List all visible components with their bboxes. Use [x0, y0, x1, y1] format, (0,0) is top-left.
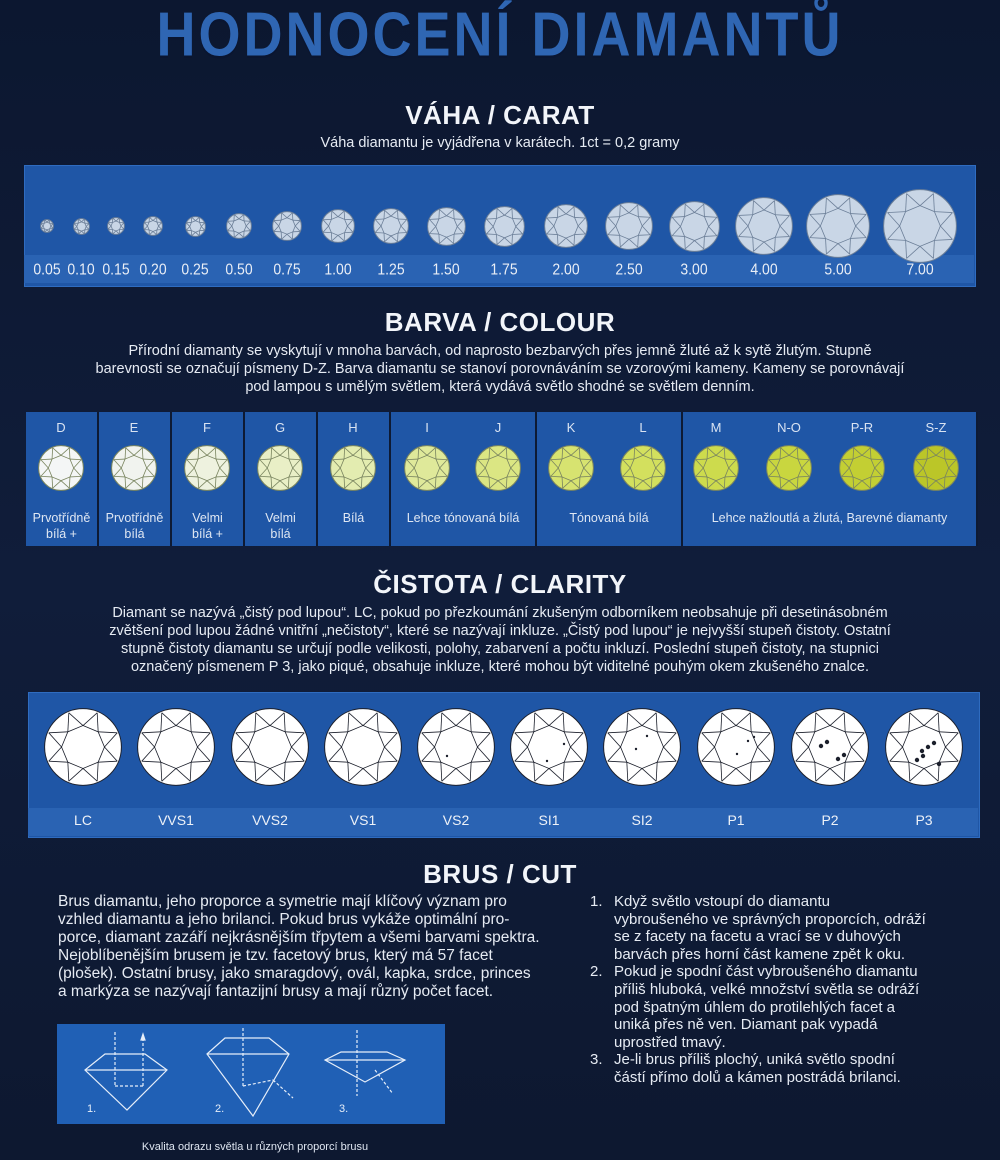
diamond-icon [548, 445, 594, 491]
diagram-label: 1. [87, 1103, 97, 1115]
colour-group-label: Bílá [342, 511, 365, 525]
cut-diagram [57, 1024, 445, 1124]
diamond-icon [735, 197, 793, 255]
cut-point-number: 1. [590, 893, 603, 910]
carat-weight-label: 0.75 [273, 260, 301, 278]
diamond-icon [510, 708, 588, 786]
cut-point-line: pod špatným úhlem do protilehlých facet a [614, 998, 895, 1016]
colour-grade-label: G [274, 420, 286, 435]
colour-grade-label: F [203, 420, 211, 435]
cut-points-list [588, 893, 968, 1087]
diamond-icon [484, 206, 525, 247]
carat-weight-label: 7.00 [906, 260, 934, 278]
colour-grade-label: D [56, 420, 66, 435]
colour-grade-label: K [566, 420, 576, 435]
diamond-icon [111, 445, 157, 491]
page-title: HODNOCENÍ DIAMANTŮ [156, 0, 844, 70]
diamond-icon [913, 445, 959, 491]
cut-text-line: Brus diamantu, jeho proporce a symetrie mají klíčový význam pro [58, 893, 507, 910]
diamond-outline-1 [85, 1054, 167, 1110]
diamond-icon [231, 708, 309, 786]
cut-point-number: 3. [590, 1051, 603, 1069]
diamond-icon [272, 211, 302, 241]
diamond-icon [38, 445, 84, 491]
colour-heading: BARVA / COLOUR [384, 307, 616, 337]
diamond-icon [427, 207, 466, 246]
colour-group-label: Tónovaná bílá [569, 511, 649, 525]
diamond-icon [373, 208, 409, 244]
diamond-icon [184, 445, 230, 491]
carat-weight-label: 0.10 [67, 260, 95, 278]
colour-group-label: bílá + [192, 527, 223, 541]
diamond-icon [839, 445, 885, 491]
carat-weight-label: 5.00 [824, 260, 852, 278]
clarity-grade-label: LC [74, 812, 92, 828]
carat-weight-label: 2.00 [552, 260, 580, 278]
diamond-icon [605, 202, 653, 250]
diamond-outline-3 [325, 1052, 405, 1082]
clarity-text-line: Diamant se nazývá „čistý pod lupou“. LC, pokud po přezkoumání zkušeným odborníkem neobsahuje při desetinásobném [112, 605, 888, 621]
clarity-grade-label: VS2 [442, 812, 470, 828]
diamond-icon [883, 189, 957, 263]
diamond-icon [885, 708, 963, 786]
colour-group-label: Lehce tónovaná bílá [406, 511, 520, 525]
diamond-icon [404, 445, 450, 491]
colour-group-label: bílá [270, 527, 291, 541]
diamond-icon [697, 708, 775, 786]
clarity-grade-label: VVS2 [252, 812, 288, 828]
colour-grade-label: I [425, 420, 429, 435]
diamond-icon [226, 213, 252, 239]
diamond-icon [603, 708, 681, 786]
cut-text-line: porce, diamant zazáří nejkrásnějším třpytem a všemi barvami spektra. [58, 929, 540, 946]
diamond-icon [330, 445, 376, 491]
diamond-icon [40, 219, 54, 233]
carat-weight-label: 1.25 [377, 260, 405, 278]
cut-point-line: vybroušeného ve správných proporcích, odráží [614, 910, 926, 928]
cut-diagram-caption: Kvalita odrazu světla u různých proporcí brusu [141, 1141, 369, 1153]
colour-group-label: bílá + [46, 527, 77, 541]
cut-text-line: (plošek). Ostatní brusy, jako smaragdový, ovál, kapka, srdce, princes [58, 965, 531, 982]
cut-point-line: se z facety na facetu a vrací se v duhových [614, 928, 901, 946]
clarity-text-line: zvětšení pod lupou žádné vnitřní „nečistoty“, které se nazývají inkluze. „Čistý pod lupou“ je nejvyšší stupeň čistoty. Ostatní [109, 623, 891, 639]
cut-text-line: vzhled diamantu a jeho brilanci. Pokud brus vykáže optimální pro- [58, 911, 510, 928]
diamond-icon [321, 209, 355, 243]
diamond-icon [693, 445, 739, 491]
clarity-grade-label: P3 [915, 812, 933, 828]
colour-grade-label: H [348, 420, 358, 435]
cut-text-line: a markýza se nazývají fantazijní brusy a mají různý počet facet. [58, 983, 494, 1000]
carat-weight-label: 1.00 [324, 260, 352, 278]
carat-weight-label: 0.15 [102, 260, 130, 278]
clarity-text-line: označený písmenem P 3, jako piqué, obsahuje inkluze, které mohou být viditelné pouhým okem zkušeného znalce. [130, 659, 870, 675]
clarity-grade-label: P1 [727, 812, 745, 828]
diamond-icon [324, 708, 402, 786]
cut-text-line: Nejoblíbenějším brusem je tzv. facetový brus, který má 57 facet [58, 947, 493, 964]
cut-point-line: uniká přes ně ven. Diamant pak vypadá [614, 1016, 878, 1034]
carat-text: Váha diamantu je vyjádřena v karátech. 1ct = 0,2 gramy [320, 135, 680, 151]
clarity-text-line: stupně čistoty diamantu se určují podle velikosti, polohy, zabarvení a počtu inkluzí. Poslední stupeň čistoty, na stupnici [121, 641, 879, 657]
carat-weight-label: 1.50 [432, 260, 460, 278]
diamond-icon [766, 445, 812, 491]
colour-grade-label: L [639, 420, 647, 435]
diamond-icon [620, 445, 666, 491]
clarity-grade-label: VVS1 [158, 812, 194, 828]
diamond-icon [143, 216, 163, 236]
diamond-icon [73, 218, 90, 235]
carat-weight-label: 0.25 [181, 260, 209, 278]
colour-text-line: barevnosti se označují písmeny D-Z. Barva diamantu se stanoví porovnáváním se vzorovými kameny. Kameny se porovnávají [95, 361, 905, 377]
colour-group-label: Velmi [192, 511, 223, 525]
diamond-icon [475, 445, 521, 491]
colour-text-line: Přírodní diamanty se vyskytují v mnoha barvách, od naprosto bezbarvých přes jemně žluté až k sytě žlutým. Stupně [128, 343, 872, 359]
diamond-icon [806, 194, 870, 258]
cut-point-line: příliš hluboká, velké množství světla se odráží [614, 980, 920, 998]
carat-weight-label: 0.05 [33, 260, 61, 278]
diamond-icon [544, 204, 588, 248]
clarity-grade-label: VS1 [349, 812, 377, 828]
clarity-heading: ČISTOTA / CLARITY [373, 569, 627, 599]
carat-weight-label: 0.20 [139, 260, 167, 278]
cut-point-line: uprostřed tmavý. [614, 1033, 726, 1051]
colour-group-label: bílá [124, 527, 145, 541]
carat-weight-label: 1.75 [490, 260, 518, 278]
clarity-grade-label: SI2 [631, 812, 653, 828]
cut-point [588, 1051, 968, 1086]
diagram-label: 2. [215, 1103, 225, 1115]
diamond-icon [185, 216, 206, 237]
cut-point [588, 893, 968, 963]
carat-weight-label: 4.00 [750, 260, 778, 278]
diamond-icon [257, 445, 303, 491]
cut-point-line: barvách přes horní část kamene zpět k oku. [614, 945, 905, 963]
carat-weight-label: 3.00 [680, 260, 708, 278]
cut-diagram-svg [57, 1024, 445, 1124]
diamond-icon [791, 708, 869, 786]
colour-group-label: Velmi [265, 511, 296, 525]
diamond-icon [44, 708, 122, 786]
diamond-icon [669, 201, 720, 252]
carat-weight-label: 2.50 [615, 260, 643, 278]
cut-point-line: Pokud je spodní část vybroušeného diamantu [614, 963, 918, 981]
cut-point-number: 2. [590, 963, 603, 981]
clarity-grade-label: SI1 [538, 812, 560, 828]
diagram-label: 3. [339, 1103, 349, 1115]
cut-point [588, 963, 968, 1051]
cut-heading: BRUS / CUT [423, 859, 577, 889]
colour-text-line: pod lampou s umělým světlem, která vydává světlo shodné se světlem denním. [245, 379, 755, 395]
cut-text [58, 893, 558, 1001]
colour-group-label: Prvotřídně [32, 511, 91, 525]
colour-group-label: Prvotřídně [105, 511, 164, 525]
colour-grade-label: M [710, 420, 722, 435]
diamond-icon [417, 708, 495, 786]
colour-grade-label: N-O [777, 420, 801, 435]
colour-grade-label: E [129, 420, 139, 435]
clarity-grade-label: P2 [821, 812, 839, 828]
colour-grade-label: P-R [850, 420, 874, 435]
colour-grade-label: S-Z [925, 420, 947, 435]
colour-grade-label: J [494, 420, 502, 435]
diamond-icon [107, 217, 125, 235]
diamond-icon [137, 708, 215, 786]
cut-point-line: Když světlo vstoupí do diamantu [614, 893, 830, 910]
carat-heading: VÁHA / CARAT [405, 100, 595, 130]
colour-group-label: Lehce nažloutlá a žlutá, Barevné diamanty [711, 511, 948, 525]
cut-point-line: částí přímo dolů a kámen postrádá brilanci. [614, 1068, 901, 1086]
cut-point-line: Je-li brus příliš plochý, uniká světlo spodní [614, 1051, 895, 1069]
carat-weight-label: 0.50 [225, 260, 253, 278]
